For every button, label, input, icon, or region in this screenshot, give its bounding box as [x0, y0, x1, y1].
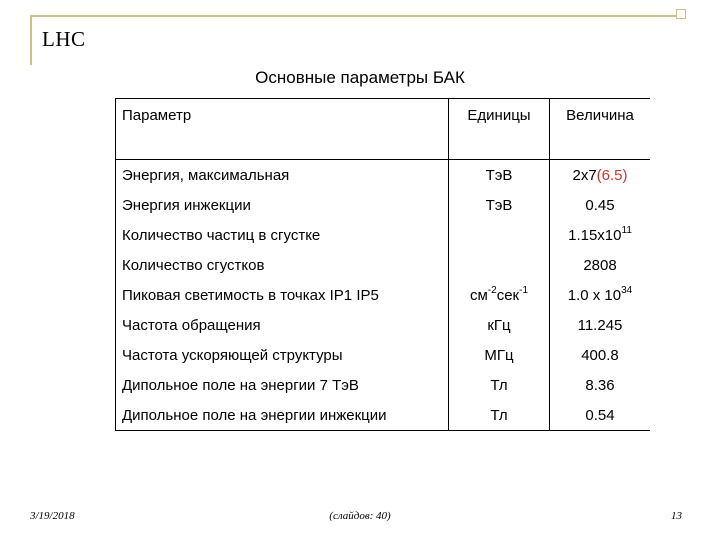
row-value: 1.0 x $10^{34}$ [567, 284, 633, 304]
parameters-table [115, 98, 650, 431]
row-param: Энергия, максимальная [116, 160, 449, 191]
header-title: LHC [42, 27, 86, 51]
row-param: Дипольное поле на энергии 7 ТэВ [116, 370, 449, 400]
row-unit: Тл [449, 400, 550, 431]
row-unit: кГц [449, 310, 550, 340]
row-unit: МГц [449, 340, 550, 370]
row-value: 2x7(6.5) [572, 166, 628, 184]
header-unit: Единицы [449, 99, 550, 160]
row-unit: $см^{-2}сек^{-1}$ [449, 280, 550, 310]
row-unit [449, 220, 550, 250]
table-row [116, 220, 651, 250]
row-value: 400.8 [581, 346, 619, 364]
table-row [116, 400, 651, 431]
frame-left-line [30, 15, 32, 65]
table-row [116, 190, 651, 220]
row-unit [449, 250, 550, 280]
table-row [116, 160, 651, 191]
row-param: Количество частиц в сгустке [116, 220, 449, 250]
row-value: 0.54 [550, 400, 651, 431]
row-value: 8.36 [585, 376, 615, 394]
table-row [116, 280, 651, 310]
row-unit: Тл [449, 370, 550, 400]
row-param: Количество сгустков [116, 250, 449, 280]
row-param: Пиковая светимость в точках IP1 IP5 [116, 280, 449, 310]
frame-corner-square [676, 9, 686, 19]
row-value: 11.245 [577, 316, 623, 334]
slide-title: Основные параметры БАК [255, 68, 465, 87]
row-unit: ТэВ [449, 190, 550, 220]
table-row [116, 310, 651, 340]
row-value: 0.45 [585, 196, 615, 214]
header-value: Величина [550, 99, 651, 160]
footer-date: 3/19/2018 [30, 510, 75, 522]
footer-slide-count: (слайдов: 40) [329, 510, 391, 522]
footer-page-number: 13 [671, 510, 682, 522]
row-param: Частота обращения [116, 310, 449, 340]
table-row [116, 340, 651, 370]
row-value: 2808 [583, 256, 617, 274]
row-value: $1.15x10^{11}$ [568, 224, 632, 244]
row-param: Энергия инжекции [116, 190, 449, 220]
table-row [116, 250, 651, 280]
table-header-row [116, 99, 651, 160]
row-param: Дипольное поле на энергии инжекции [116, 400, 449, 431]
table-row [116, 370, 651, 400]
header-param: Параметр [116, 99, 449, 160]
row-unit: ТэВ [449, 160, 550, 191]
frame-top-line [30, 15, 680, 17]
row-param: Частота ускоряющей структуры [116, 340, 449, 370]
